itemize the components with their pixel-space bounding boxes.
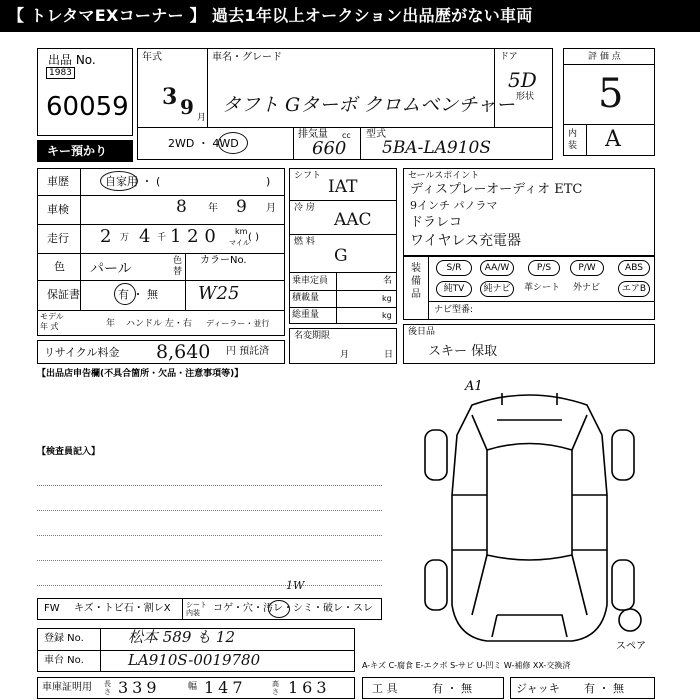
navi-model-label: ナビ型番: xyxy=(434,305,474,315)
car-damage-diagram xyxy=(402,375,657,660)
shift-value: IAT xyxy=(328,177,358,197)
inspection-month-unit: 月 xyxy=(266,203,276,214)
length-value: 339 xyxy=(118,678,161,697)
door-value: 5D xyxy=(508,68,537,92)
width-label: 幅 xyxy=(188,682,198,692)
equip-aaw: AA/W xyxy=(480,260,514,276)
tools-options: 有 ・ 無 xyxy=(432,682,472,695)
model-label-2: 年 式 xyxy=(40,322,59,331)
equip-sr: S/R xyxy=(436,260,472,276)
history-label: 車歴 xyxy=(47,175,69,188)
door-label: ドア xyxy=(500,52,518,62)
model-label-1: モデル xyxy=(40,312,64,321)
mileage-value: 1 2 0 xyxy=(170,226,216,247)
banner-text: 【 トレタマEXコーナー 】 過去1年以上オークション出品歴がない車両 xyxy=(8,6,533,25)
inspection-month: 9 xyxy=(236,197,247,217)
title-change-label: 名変期限 xyxy=(294,331,331,341)
inspection-label: 車検 xyxy=(47,203,69,216)
load-unit: kg xyxy=(382,294,392,303)
score-label: 評 価 点 xyxy=(588,52,621,62)
warranty-label: 保証書 xyxy=(47,288,80,301)
fw-mark: 1W xyxy=(286,579,305,592)
mileage-km: km xyxy=(235,227,248,236)
fuel-value: G xyxy=(334,246,348,266)
chassis-value: LA910S-0019780 xyxy=(128,651,261,669)
car-name-value: タフト Gターボ クロムベンチャー xyxy=(222,94,515,116)
diagram-annotation: A1 xyxy=(465,379,483,394)
color-no-label: カラーNo. xyxy=(200,255,247,266)
model-year-unit: 年 xyxy=(106,319,116,329)
ac-value: AAC xyxy=(334,210,372,230)
registration-label: 登録 No. xyxy=(44,633,84,644)
model-code-label: 型式 xyxy=(366,129,386,140)
total-weight-label: 総重量 xyxy=(292,310,320,320)
year-label: 年式 xyxy=(142,52,162,63)
sales-point-3: ドラレコ xyxy=(410,215,463,230)
handle-options: ハンドル 左・右 xyxy=(126,319,192,329)
model-code-value: 5BA-LA910S xyxy=(382,138,491,158)
dimensions-label: 車庫証明用 xyxy=(42,682,92,693)
equip-navi: 純ナビ xyxy=(480,281,514,297)
lot-stamp xyxy=(46,67,75,79)
dealer-options: ディーラー・並行 xyxy=(206,319,270,328)
recycle-label: リサイクル料金 xyxy=(44,346,120,359)
fuel-label: 燃 料 xyxy=(294,237,315,247)
drive-circle xyxy=(218,132,248,154)
interior-label: 内装 xyxy=(568,129,578,151)
interior-value: A xyxy=(605,127,621,152)
month-value: 9 xyxy=(180,95,194,119)
key-deposit-label: キー預かり xyxy=(47,144,108,158)
year-value: 3 xyxy=(162,84,178,110)
damage-legend: A-キズ C-腐食 E-エクボ S-サビ U-凹ミ W-補修 XX-交換済 xyxy=(362,661,571,670)
lot-label: 出品 No. xyxy=(48,53,96,67)
seat-codes: コゲ・穴・汚レ・シミ・破レ・スレ xyxy=(213,603,373,614)
history-options: 自家用 ・ ( xyxy=(105,175,161,188)
displacement-value: 660 xyxy=(312,138,347,159)
equip-ps: P/S xyxy=(528,260,560,276)
recycle-value: 8,640 xyxy=(156,341,211,363)
fw-mark-circle xyxy=(268,600,290,618)
color-no-value: W25 xyxy=(198,283,240,304)
lot-stamp-text: 1983 xyxy=(49,68,72,78)
height-value: 163 xyxy=(288,678,331,697)
inspection-year-unit: 年 xyxy=(208,203,218,214)
month-unit: 月 xyxy=(197,113,207,123)
displacement-unit: cc xyxy=(342,131,351,140)
shift-label: シフト xyxy=(294,171,322,181)
color-label: 色 xyxy=(54,260,65,273)
history-circle xyxy=(100,171,138,191)
capacity-label: 乗車定員 xyxy=(292,276,329,286)
sales-point-1: ディスプレーオーディオ ETC xyxy=(410,182,583,197)
mileage-paren: ( ) xyxy=(248,232,259,243)
lot-number: 60059 xyxy=(46,92,129,122)
ac-label: 冷 房 xyxy=(294,203,315,213)
jack-options: 有 ・ 無 xyxy=(584,682,624,695)
load-label: 積載量 xyxy=(292,293,320,303)
height-label: 高さ xyxy=(272,680,279,696)
mileage-mile: マイル xyxy=(229,239,250,247)
tools-label: 工 具 xyxy=(372,682,398,695)
recycle-unit: 円 預託済 xyxy=(226,346,270,357)
history-close: ) xyxy=(266,175,271,188)
mileage-man-unit: 万 xyxy=(120,233,130,243)
spare-label: スペア xyxy=(616,641,646,652)
fw-label: FW xyxy=(44,603,60,614)
after-items-value: スキー 保取 xyxy=(428,344,498,359)
mileage-sen: 4 xyxy=(139,226,151,247)
car-name-label: 車名・グレード xyxy=(212,52,282,63)
mileage-label: 走行 xyxy=(47,232,69,245)
capacity-unit: 名 xyxy=(383,276,393,286)
equip-leather: 革シート xyxy=(524,283,561,293)
color-value: パール xyxy=(90,261,132,277)
seat-label: シート内装 xyxy=(186,601,207,617)
total-weight-unit: kg xyxy=(382,311,392,320)
shape-label: 形状 xyxy=(516,92,535,102)
registration-value: 松本 589 も 12 xyxy=(128,628,236,646)
sales-point-4: ワイヤレス充電器 xyxy=(410,233,522,249)
seller-notes-label: 【出品店申告欄(不具合箇所・欠品・注意事項等)】 xyxy=(37,369,244,379)
width-value: 147 xyxy=(204,678,247,697)
mileage-sen-unit: 千 xyxy=(157,233,167,243)
title-change-month: 月 xyxy=(340,350,350,360)
mileage-man: 2 xyxy=(100,226,112,247)
warranty-circle xyxy=(114,283,136,305)
score-value: 5 xyxy=(598,71,624,117)
sales-point-2: 9インチ パノラマ xyxy=(410,199,498,212)
color-change-label: 色替 xyxy=(173,256,183,277)
equipment-label: 装備品 xyxy=(411,263,421,300)
chassis-label: 車台 No. xyxy=(44,655,84,666)
after-items-label: 後日品 xyxy=(408,327,436,337)
inspection-year: 8 xyxy=(176,197,187,217)
equip-tv: 純TV xyxy=(436,281,472,297)
drive-options: 2WD ・ 4WD xyxy=(168,137,239,150)
sales-points-label: セールスポイント xyxy=(408,171,480,181)
inspector-notes-label: 【検査員記入】 xyxy=(37,447,101,457)
warranty-options: 有 ・ 無 xyxy=(118,288,158,301)
title-change-day: 日 xyxy=(384,350,394,360)
fw-codes: キズ・トビ石・割レX xyxy=(74,603,171,614)
equip-pw: P/W xyxy=(570,260,604,276)
equip-ext-navi: 外ナビ xyxy=(573,283,601,293)
length-label: 長さ xyxy=(104,680,111,696)
equip-abs: ABS xyxy=(618,260,650,276)
jack-label: ジャッキ xyxy=(516,682,560,695)
displacement-label: 排気量 xyxy=(298,129,328,140)
equip-airbag: エアB xyxy=(618,281,650,297)
